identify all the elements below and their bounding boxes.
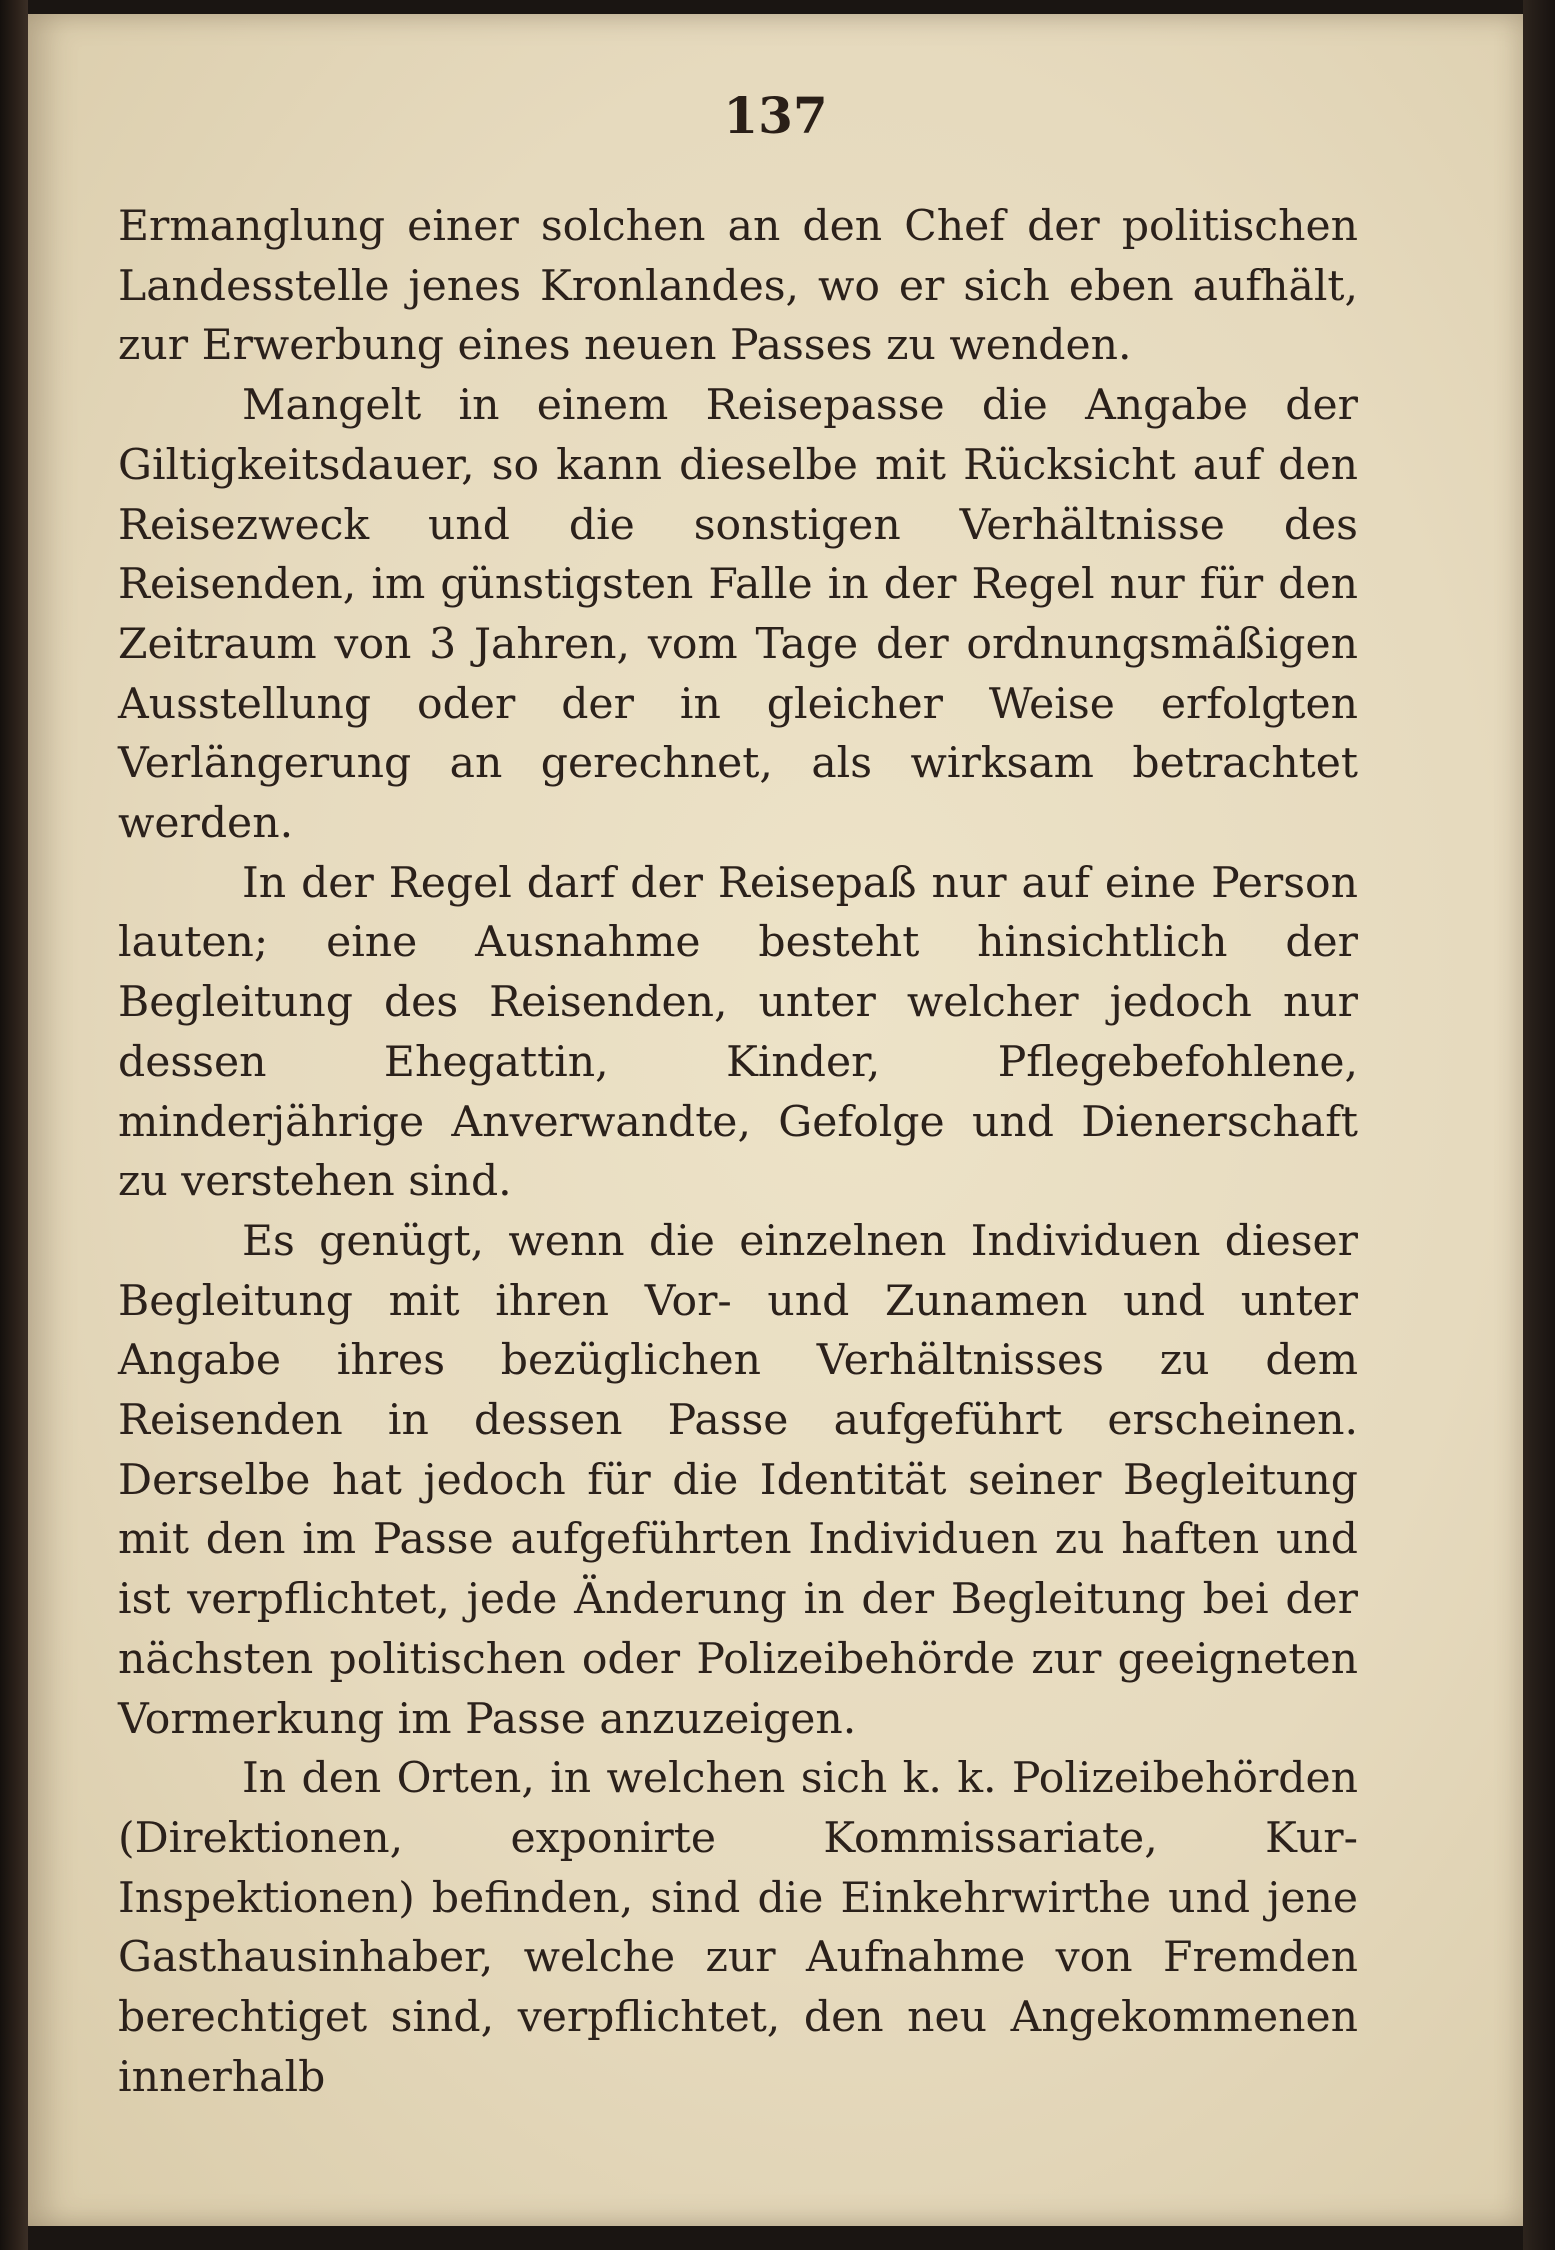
paragraph-continuation: Ermanglung einer solchen an den Chef der politischen Landesstelle jenes Kronlandes, wo er sich eben aufhält, zur Erwerbung eines neuen Passes zu wenden.	[118, 202, 1358, 371]
paragraph-companions: Es genügt, wenn die einzelnen Individuen dieser Begleitung mit ihren Vor- und Zunamen und unter Angabe ihres bezüglichen Verhältnisses zu dem Reisenden in dessen Passe aufgeführt erscheinen. Derselbe hat jedoch für die Identität seiner Begleitung mit den im Passe aufgeführten Individuen zu haften und ist verpflichtet, jede Änderung in der Begleitung bei der nächsten politischen oder Polizeibehörde zur geeigneten Vormerkung im Passe anzuzeigen.	[118, 1216, 1358, 1744]
paragraph-validity-period: Mangelt in einem Reisepasse die Angabe der Giltigkeitsdauer, so kann dieselbe mit Rücksicht auf den Reisezweck und die sonstigen Verhältnisse des Reisenden, im günstigsten Falle in der Regel nur für den Zeitraum von 3 Jahren, vom Tage der ordnungsmäßigen Ausstellung oder der in gleicher Weise erfolgten Verlängerung an gerechnet, als wirksam betrachtet werden.	[118, 381, 1358, 849]
body-text	[118, 197, 1358, 2108]
page-number: 137	[723, 86, 828, 145]
page-sheet	[28, 14, 1523, 2226]
page-fore-edge	[1523, 0, 1555, 2250]
paragraph-single-person: In der Regel darf der Reisepaß nur auf eine Person lauten; eine Ausnahme besteht hinsichtlich der Begleitung des Reisenden, unter welcher jedoch nur dessen Ehegattin, Kinder, Pflegebefohlene, minderjährige Anverwandte, Gefolge und Dienerschaft zu verstehen sind.	[118, 858, 1358, 1207]
book-binding-edge	[0, 0, 28, 2250]
paragraph-innkeepers: In den Orten, in welchen sich k. k. Polizeibehörden (Direktionen, exponirte Kommissariate, Kur-Inspektionen) befinden, sind die Einkehrwirthe und jene Gasthausinhaber, welche zur Aufnahme von Fremden berechtiget sind, verpflichtet, den neu Angekommenen innerhalb	[118, 1754, 1358, 2102]
